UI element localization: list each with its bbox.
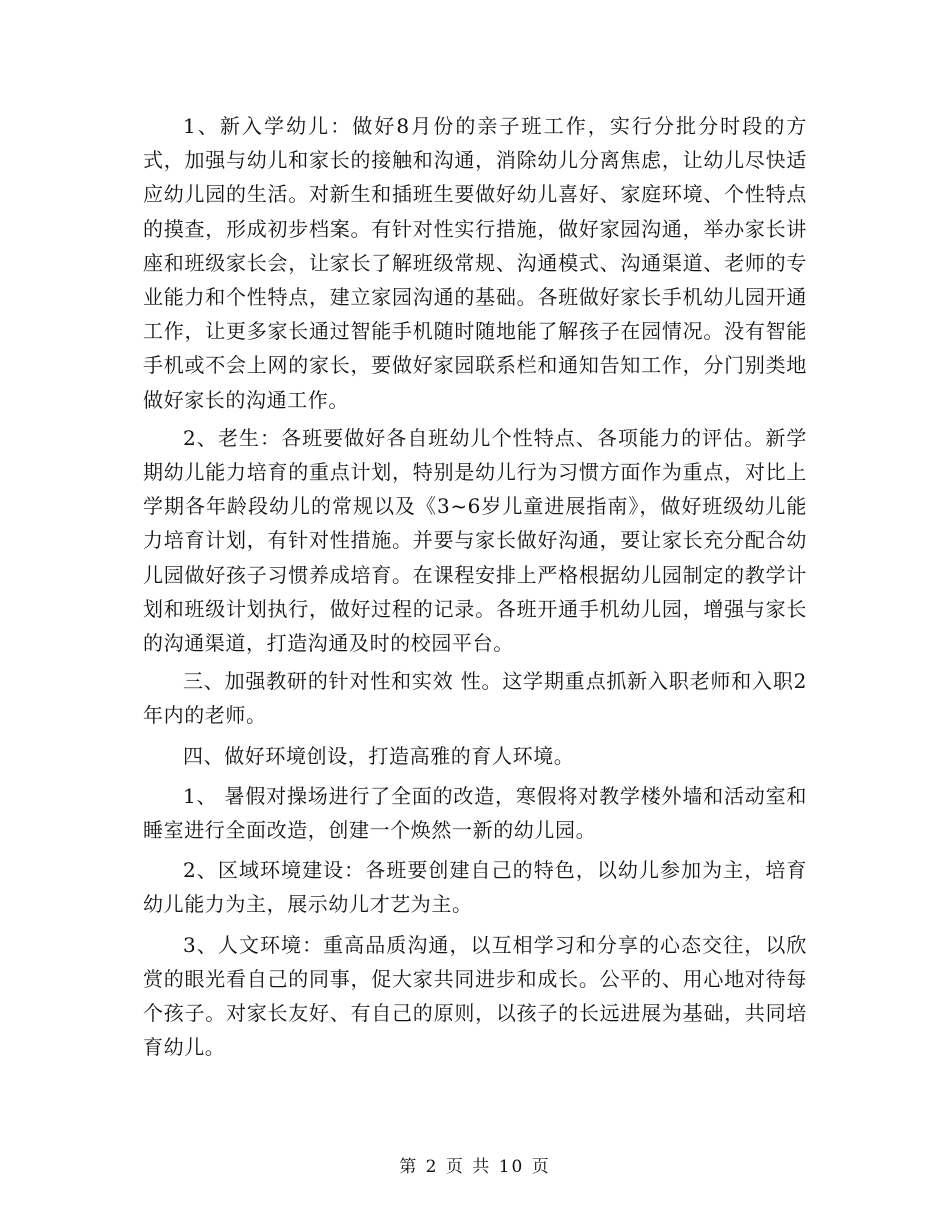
paragraph-area-environment: 2、区域环境建设：各班要创建自己的特色，以幼儿参加为主，培育幼儿能力为主，展示幼儿才艺为主。: [143, 858, 807, 917]
paragraph-environment-heading: 四、做好环境创设，打造高雅的育人环境。: [183, 743, 575, 768]
page-number: 第 2 页 共 10 页: [399, 1157, 551, 1177]
paragraph-humanistic-environment: 3、人文环境：重高品质沟通，以互相学习和分享的心态交往，以欣赏的眼光看自己的同事，促大家共同进步和成长。公平的、用心地对待每个孩子。对家长友好、有自己的原则，以孩子的长远进展为基础，共同培育幼儿。: [143, 932, 807, 1060]
paragraph-teaching-research: 三、加强教研的针对性和实效 性。这学期重点抓新入职老师和入职2年内的老师。: [143, 669, 807, 728]
paragraph-old-students: 2、老生：各班要做好各自班幼儿个性特点、各项能力的评估。新学期幼儿能力培育的重点计划，特别是幼儿行为习惯方面作为重点，对比上学期各年龄段幼儿的常规以及《3~6岁儿童进展指南》，做好班级幼儿能力培育计划，有针对性措施。并要与家长做好沟通，要让家长充分配合幼儿园做好孩子习惯养成培育。在课程安排上严格根据幼儿园制定的教学计划和班级计划执行，做好过程的记录。各班开通手机幼儿园，增强与家长的沟通渠道，打造沟通及时的校园平台。: [143, 425, 807, 656]
paragraph-renovation: 1、 暑假对操场进行了全面的改造，寒假将对教学楼外墙和活动室和睡室进行全面改造，创建一个焕然一新的幼儿园。: [143, 783, 807, 843]
body-text: [143, 109, 807, 1068]
paragraph-new-students: 1、新入学幼儿：做好8月份的亲子班工作，实行分批分时段的方式，加强与幼儿和家长的接触和沟通，消除幼儿分离焦虑，让幼儿尽快适应幼儿园的生活。对新生和插班生要做好幼儿喜好、家庭环境、个性特点的摸查，形成初步档案。有针对性实行措施，做好家园沟通，举办家长讲座和班级家长会，让家长了解班级常规、沟通模式、沟通渠道、老师的专业能力和个性特点，建立家园沟通的基础。各班做好家长手机幼儿园开通工作，让更多家长通过智能手机随时随地能了解孩子在园情况。没有智能手机或不会上网的家长，要做好家园联系栏和通知告知工作，分门别类地做好家长的沟通工作。: [143, 114, 807, 412]
